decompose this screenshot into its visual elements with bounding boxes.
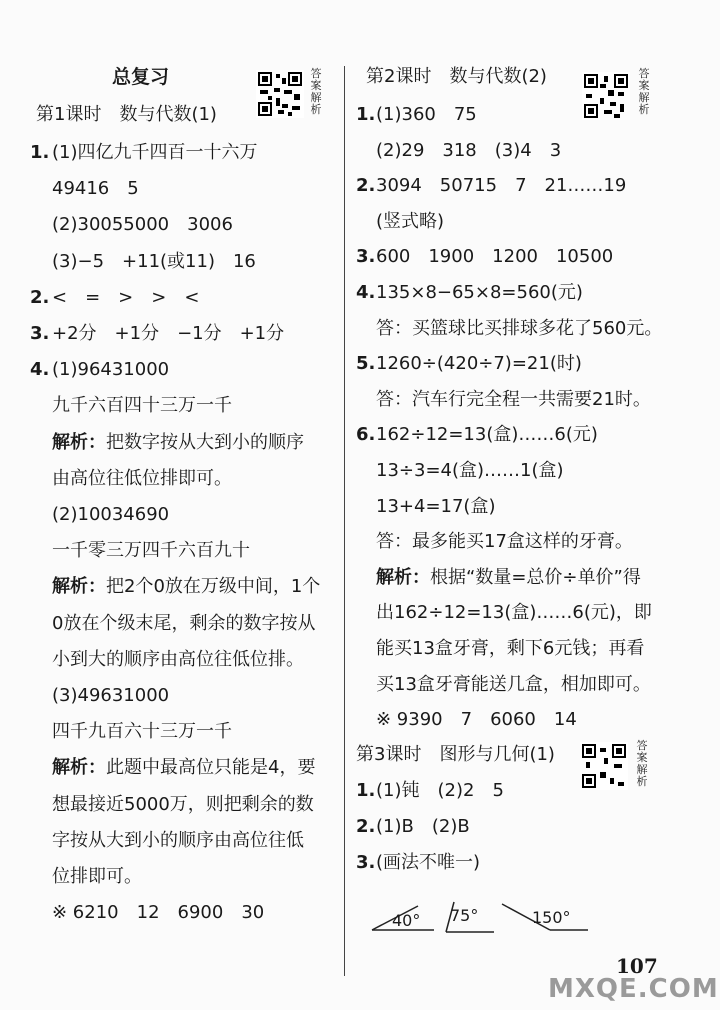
answer-text: (1)96431000: [52, 359, 170, 381]
answer-line: [52, 576, 320, 598]
answer-text: 13÷3=4(盒)……1(盒): [376, 460, 564, 481]
answer-text: 1260÷(420÷7)=21(时): [376, 353, 582, 375]
answer-text: ※ 6210 12 6900 30: [52, 902, 265, 924]
qr-caption: 答案解析: [310, 67, 322, 116]
qr-caption: 答案解析: [636, 739, 648, 788]
answer-line: [356, 282, 583, 304]
answer-text: 此题中最高位只能是4，要: [106, 757, 316, 779]
answer-line: [376, 460, 564, 482]
answer-text: (3)49631000: [52, 685, 170, 706]
answer-text: (2)29 318 (3)4 3: [376, 139, 562, 161]
answer-text: 把数字按从大到小的顺序: [106, 431, 304, 453]
answer-line: [52, 902, 264, 924]
question-number: 1.: [30, 142, 50, 163]
answer-text: 49416 5: [52, 178, 139, 200]
answer-line: [376, 389, 651, 411]
answer-text: 九千六百四十三万一千: [52, 395, 232, 417]
answer-line: [376, 638, 644, 660]
answer-line: [30, 287, 199, 309]
answer-line: [52, 794, 314, 816]
answer-text: 根据“数量=总价÷单价”得: [430, 566, 641, 588]
question-number: 4.: [356, 282, 376, 303]
answer-text: 13+4=17(盒): [376, 495, 496, 517]
question-number: 6.: [356, 424, 376, 446]
answer-text: 答：最多能买17盒这样的牙膏。: [376, 531, 633, 553]
answer-text: < = > > <: [52, 286, 200, 308]
page-number: 107: [616, 954, 658, 978]
answer-line: [376, 602, 652, 624]
analysis-label: 解析：: [52, 576, 106, 598]
answer-line: [376, 567, 641, 589]
answer-text: 一千零三万四千六百九十: [52, 540, 250, 562]
answer-line: [52, 468, 232, 490]
question-number: 4.: [30, 359, 50, 381]
question-number: 3.: [356, 246, 376, 268]
question-number: 2.: [356, 816, 376, 837]
question-number: 3.: [356, 852, 376, 873]
answer-text: (竖式略): [376, 210, 445, 232]
angle-150-label: 150°: [532, 908, 571, 927]
answer-line: [376, 709, 577, 731]
qr-code-icon: [256, 70, 304, 118]
answer-text: (1)钝 (2)2 5: [376, 780, 504, 801]
analysis-label: 解析：: [52, 431, 106, 453]
answer-line: [356, 246, 613, 268]
answer-line: [52, 721, 232, 743]
question-number: 1.: [356, 104, 376, 125]
answer-text: (1)360 75: [376, 104, 477, 125]
answer-line: [52, 395, 232, 417]
angle-40-label: 40°: [392, 911, 421, 930]
answer-line: [52, 685, 169, 707]
answer-line: [356, 424, 598, 446]
answer-text: 买13盒牙膏能送几盒，相加即可。: [376, 673, 651, 695]
answer-text: 小到大的顺序由高位往低位排。: [52, 648, 304, 670]
answer-line: [356, 175, 626, 197]
answer-line: [30, 142, 258, 164]
question-number: 2.: [356, 175, 376, 197]
lesson-3-heading: 第3课时 图形与几何(1): [356, 744, 555, 765]
column-divider: [344, 66, 345, 976]
answer-line: [30, 359, 169, 381]
answer-text: 答：买篮球比买排球多花了560元。: [376, 317, 663, 339]
answer-line: [376, 140, 561, 162]
section-title: 总复习: [112, 66, 170, 88]
answer-line: [376, 674, 651, 696]
answer-line: [52, 504, 169, 526]
answer-text: 字按从大到小的顺序由高位往低: [52, 829, 304, 851]
answer-text: 0放在个级末尾，剩余的数字按从: [52, 612, 316, 634]
answer-text: 答：汽车行完全程一共需要21时。: [376, 388, 651, 410]
answer-line: [52, 251, 256, 273]
answer-text: (画法不唯一): [376, 852, 481, 873]
answer-line: [376, 496, 495, 518]
answer-text: 把2个0放在万级中间，1个: [106, 576, 321, 598]
question-number: 1.: [356, 780, 376, 801]
answer-line: [356, 780, 504, 802]
answer-text: 能买13盒牙膏，剩下6元钱；再看: [376, 638, 645, 659]
qr-code[interactable]: [582, 72, 630, 120]
answer-line: [376, 318, 662, 340]
qr-caption: 答案解析: [638, 67, 650, 116]
answer-text: 出162÷12=13(盒)……6(元)，即: [376, 602, 652, 624]
question-number: 2.: [30, 286, 50, 308]
answer-text: (2)30055000 3006: [52, 214, 233, 236]
answer-text: ※ 9390 7 6060 14: [376, 709, 577, 731]
answer-text: (3)−5 +11(或11) 16: [52, 250, 256, 272]
answer-text: +2分 +1分 −1分 +1分: [52, 323, 285, 344]
analysis-label: 解析：: [376, 566, 430, 588]
answer-text: 600 1900 1200 10500: [376, 246, 614, 268]
answer-text: 四千九百六十三万一千: [52, 721, 232, 743]
question-number: 5.: [356, 353, 376, 375]
answer-line: [356, 852, 480, 874]
answer-text: 想最接近5000万，则把剩余的数: [52, 793, 314, 815]
answer-line: [52, 432, 304, 454]
answer-line: [376, 211, 444, 233]
answer-text: 162÷12=13(盒)……6(元): [376, 424, 598, 446]
answer-text: (1)B (2)B: [376, 816, 470, 837]
answer-text: 位排即可。: [52, 866, 142, 887]
answer-line: [356, 104, 477, 126]
watermark: MXQE.COM: [548, 974, 719, 1004]
answer-line: [52, 649, 304, 671]
answer-line: [376, 531, 633, 553]
question-number: 3.: [30, 323, 50, 344]
qr-code[interactable]: [256, 70, 304, 118]
answer-line: [52, 866, 142, 888]
answer-text: 3094 50715 7 21……19: [376, 175, 627, 197]
answer-line: [356, 816, 470, 838]
qr-code[interactable]: [580, 742, 628, 790]
answer-text: (1)四亿九千四百一十六万: [52, 142, 258, 163]
answer-line: [52, 214, 233, 236]
qr-code-icon: [580, 742, 628, 790]
answer-line: [52, 830, 304, 852]
qr-code-icon: [582, 72, 630, 120]
answer-line: [52, 613, 315, 635]
angle-75-label: 75°: [450, 906, 479, 925]
lesson-2-heading: 第2课时 数与代数(2): [366, 66, 547, 87]
answer-line: [356, 353, 582, 375]
answer-line: [52, 757, 315, 779]
answer-text: 135×8−65×8=560(元): [376, 282, 583, 303]
answer-text: (2)10034690: [52, 504, 170, 525]
answer-text: 由高位往低位排即可。: [52, 467, 232, 489]
analysis-label: 解析：: [52, 757, 106, 779]
answer-line: [30, 323, 284, 345]
answer-line: [52, 178, 139, 200]
lesson-1-heading: 第1课时 数与代数(1): [36, 104, 217, 125]
answer-line: [52, 540, 250, 562]
